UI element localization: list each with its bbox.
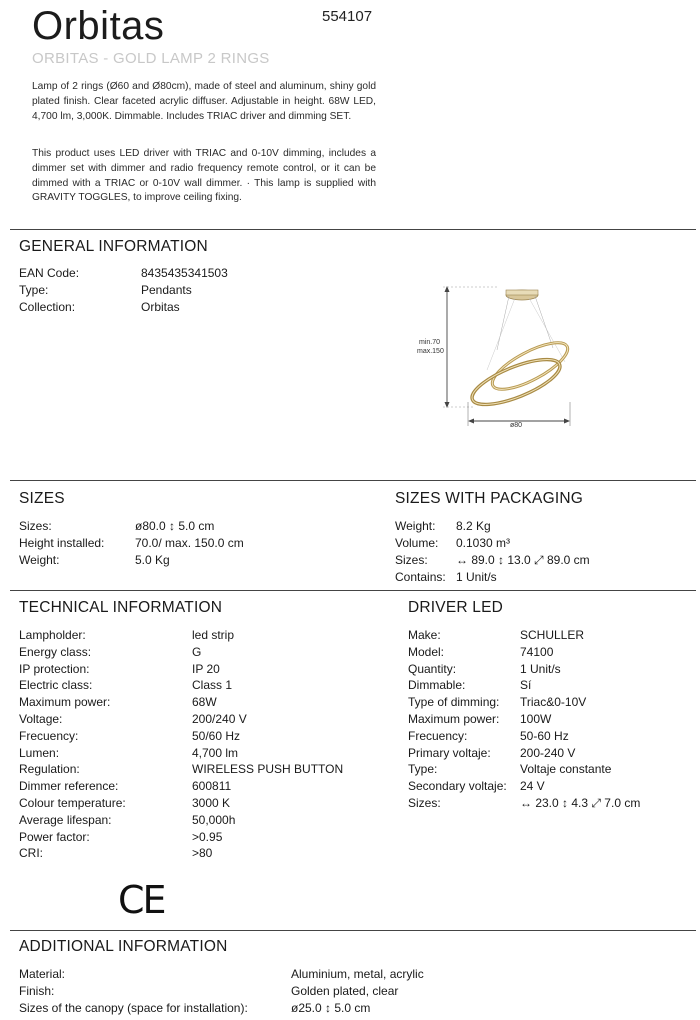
driver-row-value: 200-240 V xyxy=(520,745,576,760)
technical-row-value: 68W xyxy=(192,695,217,710)
technical-row-value: IP 20 xyxy=(192,661,220,676)
general-value-type: Pendants xyxy=(141,283,192,297)
additional-value-canopy: ø25.0 ↕ 5.0 cm xyxy=(291,1001,371,1015)
additional-label-material: Material: xyxy=(19,967,66,981)
general-label-type: Type: xyxy=(19,283,49,297)
driver-led-title: DRIVER LED xyxy=(408,599,504,616)
technical-row-label: Frecuency: xyxy=(19,728,79,743)
packaging-value-contains: 1 Unit/s xyxy=(456,570,497,584)
driver-row-value: ↔ 23.0 ↕ 4.3 ⤢ 7.0 cm xyxy=(520,796,641,810)
driver-row-value: Sí xyxy=(520,678,532,693)
product-reference: 554107 xyxy=(322,8,373,25)
technical-row-label: Energy class: xyxy=(19,644,92,659)
sizes-value-weight: 5.0 Kg xyxy=(135,553,170,567)
ce-mark: CE xyxy=(118,878,165,922)
packaging-label-weight: Weight: xyxy=(395,519,436,533)
technical-row-value: G xyxy=(192,644,202,659)
driver-row-label: Type of dimming: xyxy=(408,695,500,710)
driver-row-label: Type: xyxy=(408,762,438,777)
general-value-ean: 8435435341503 xyxy=(141,266,228,280)
height-min-label: min.70 xyxy=(419,339,441,346)
technical-row-value: 50/60 Hz xyxy=(192,728,241,743)
sizes-label-sizes: Sizes: xyxy=(19,519,52,533)
packaging-value-weight: 8.2 Kg xyxy=(456,519,491,533)
technical-row-label: Regulation: xyxy=(19,762,80,777)
driver-row-label: Frecuency: xyxy=(408,728,468,743)
technical-row-label: Voltage: xyxy=(19,712,63,726)
general-label-collection: Collection: xyxy=(19,300,76,314)
packaging-title: SIZES WITH PACKAGING xyxy=(395,490,584,507)
technical-row-label: CRI: xyxy=(19,846,43,861)
height-max-label: max.150 xyxy=(417,348,444,355)
technical-row-label: Maximum power: xyxy=(19,695,111,710)
technical-row-label: Electric class: xyxy=(19,678,93,693)
technical-row-value: 50,000h xyxy=(192,812,236,827)
driver-row-value: 24 V xyxy=(520,779,545,794)
sizes-title: SIZES xyxy=(19,490,65,507)
technical-row-label: Colour temperature: xyxy=(19,796,126,810)
technical-row-value: >0.95 xyxy=(192,829,223,844)
driver-row-value: Triac&0-10V xyxy=(520,695,587,710)
driver-row-value: 50-60 Hz xyxy=(520,728,569,743)
driver-row-label: Primary voltaje: xyxy=(408,745,491,760)
lamp-dimension-drawing xyxy=(415,278,595,433)
technical-row-value: 4,700 lm xyxy=(192,745,239,760)
technical-row-label: IP protection: xyxy=(19,661,90,676)
driver-row-value: SCHULLER xyxy=(520,628,585,642)
divider-general xyxy=(10,229,696,230)
additional-label-finish: Finish: xyxy=(19,984,55,998)
additional-value-finish: Golden plated, clear xyxy=(291,984,399,998)
sizes-value-height: 70.0/ max. 150.0 cm xyxy=(135,536,244,550)
technical-row-value: WIRELESS PUSH BUTTON xyxy=(192,762,344,777)
general-value-collection: Orbitas xyxy=(141,300,180,314)
packaging-value-sizes: ↔ 89.0 ↕ 13.0 ⤢ 89.0 cm xyxy=(456,553,590,567)
description-paragraph-2: This product uses LED driver with TRIAC and 0-10V dimming, includes a dimmer set with dimmer and radio frequency remote control, or it can be dimmed with a TRIAC or 0-10V wall dimmer. · This lamp is supplied with GRAVITY TOGGLES, to improve ceiling fixing. xyxy=(32,148,376,204)
product-title: Orbitas xyxy=(32,4,165,48)
driver-row-label: Sizes: xyxy=(408,796,441,810)
additional-value-material: Aluminium, metal, acrylic xyxy=(291,967,424,981)
technical-row-value: 3000 K xyxy=(192,796,231,810)
driver-row-label: Dimmable: xyxy=(408,678,466,693)
driver-row-value: Voltaje constante xyxy=(520,762,612,777)
sizes-value-sizes: ø80.0 ↕ 5.0 cm xyxy=(135,519,215,533)
technical-row-label: Lampholder: xyxy=(19,628,86,642)
sizes-label-height: Height installed: xyxy=(19,536,105,550)
packaging-label-contains: Contains: xyxy=(395,570,446,584)
driver-row-label: Maximum power: xyxy=(408,712,500,726)
driver-row-value: 100W xyxy=(520,712,552,726)
general-info-title: GENERAL INFORMATION xyxy=(19,238,208,255)
technical-row-value: 600811 xyxy=(192,779,232,794)
driver-row-label: Make: xyxy=(408,628,441,642)
technical-row-value: Class 1 xyxy=(192,678,233,693)
technical-row-label: Lumen: xyxy=(19,745,60,760)
technical-row-value: 200/240 V xyxy=(192,712,247,726)
width-label: ø80 xyxy=(509,422,523,429)
description-paragraph-1: Lamp of 2 rings (Ø60 and Ø80cm), made of steel and aluminum, shiny gold plated finish. Clear faceted acrylic diffuser. Adjustable in height. 68W LED, 4,700 lm, 3,000K. Dimmable. Includes TRIAC driver and dimming SET. xyxy=(32,81,376,122)
sizes-label-weight: Weight: xyxy=(19,553,60,567)
packaging-value-volume: 0.1030 m³ xyxy=(456,536,511,550)
driver-row-label: Secondary voltaje: xyxy=(408,779,507,794)
technical-row-label: Average lifespan: xyxy=(19,812,112,827)
technical-row-label: Dimmer reference: xyxy=(19,779,119,794)
driver-row-label: Quantity: xyxy=(408,661,457,676)
additional-label-canopy: Sizes of the canopy (space for installation): xyxy=(19,1001,248,1015)
product-subtitle: ORBITAS - GOLD LAMP 2 RINGS xyxy=(32,50,270,67)
packaging-label-volume: Volume: xyxy=(395,536,439,550)
driver-row-value: 74100 xyxy=(520,644,554,659)
technical-info-title: TECHNICAL INFORMATION xyxy=(19,599,223,616)
divider-sizes xyxy=(10,480,696,481)
technical-row-label: Power factor: xyxy=(19,829,90,844)
additional-info-title: ADDITIONAL INFORMATION xyxy=(19,938,228,955)
divider-technical xyxy=(10,590,696,591)
technical-row-value: >80 xyxy=(192,846,213,861)
driver-row-value: 1 Unit/s xyxy=(520,661,561,676)
divider-additional xyxy=(10,930,696,931)
packaging-label-sizes: Sizes: xyxy=(395,553,428,567)
general-label-ean: EAN Code: xyxy=(19,266,80,280)
driver-row-label: Model: xyxy=(408,644,445,659)
technical-row-value: led strip xyxy=(192,628,235,642)
